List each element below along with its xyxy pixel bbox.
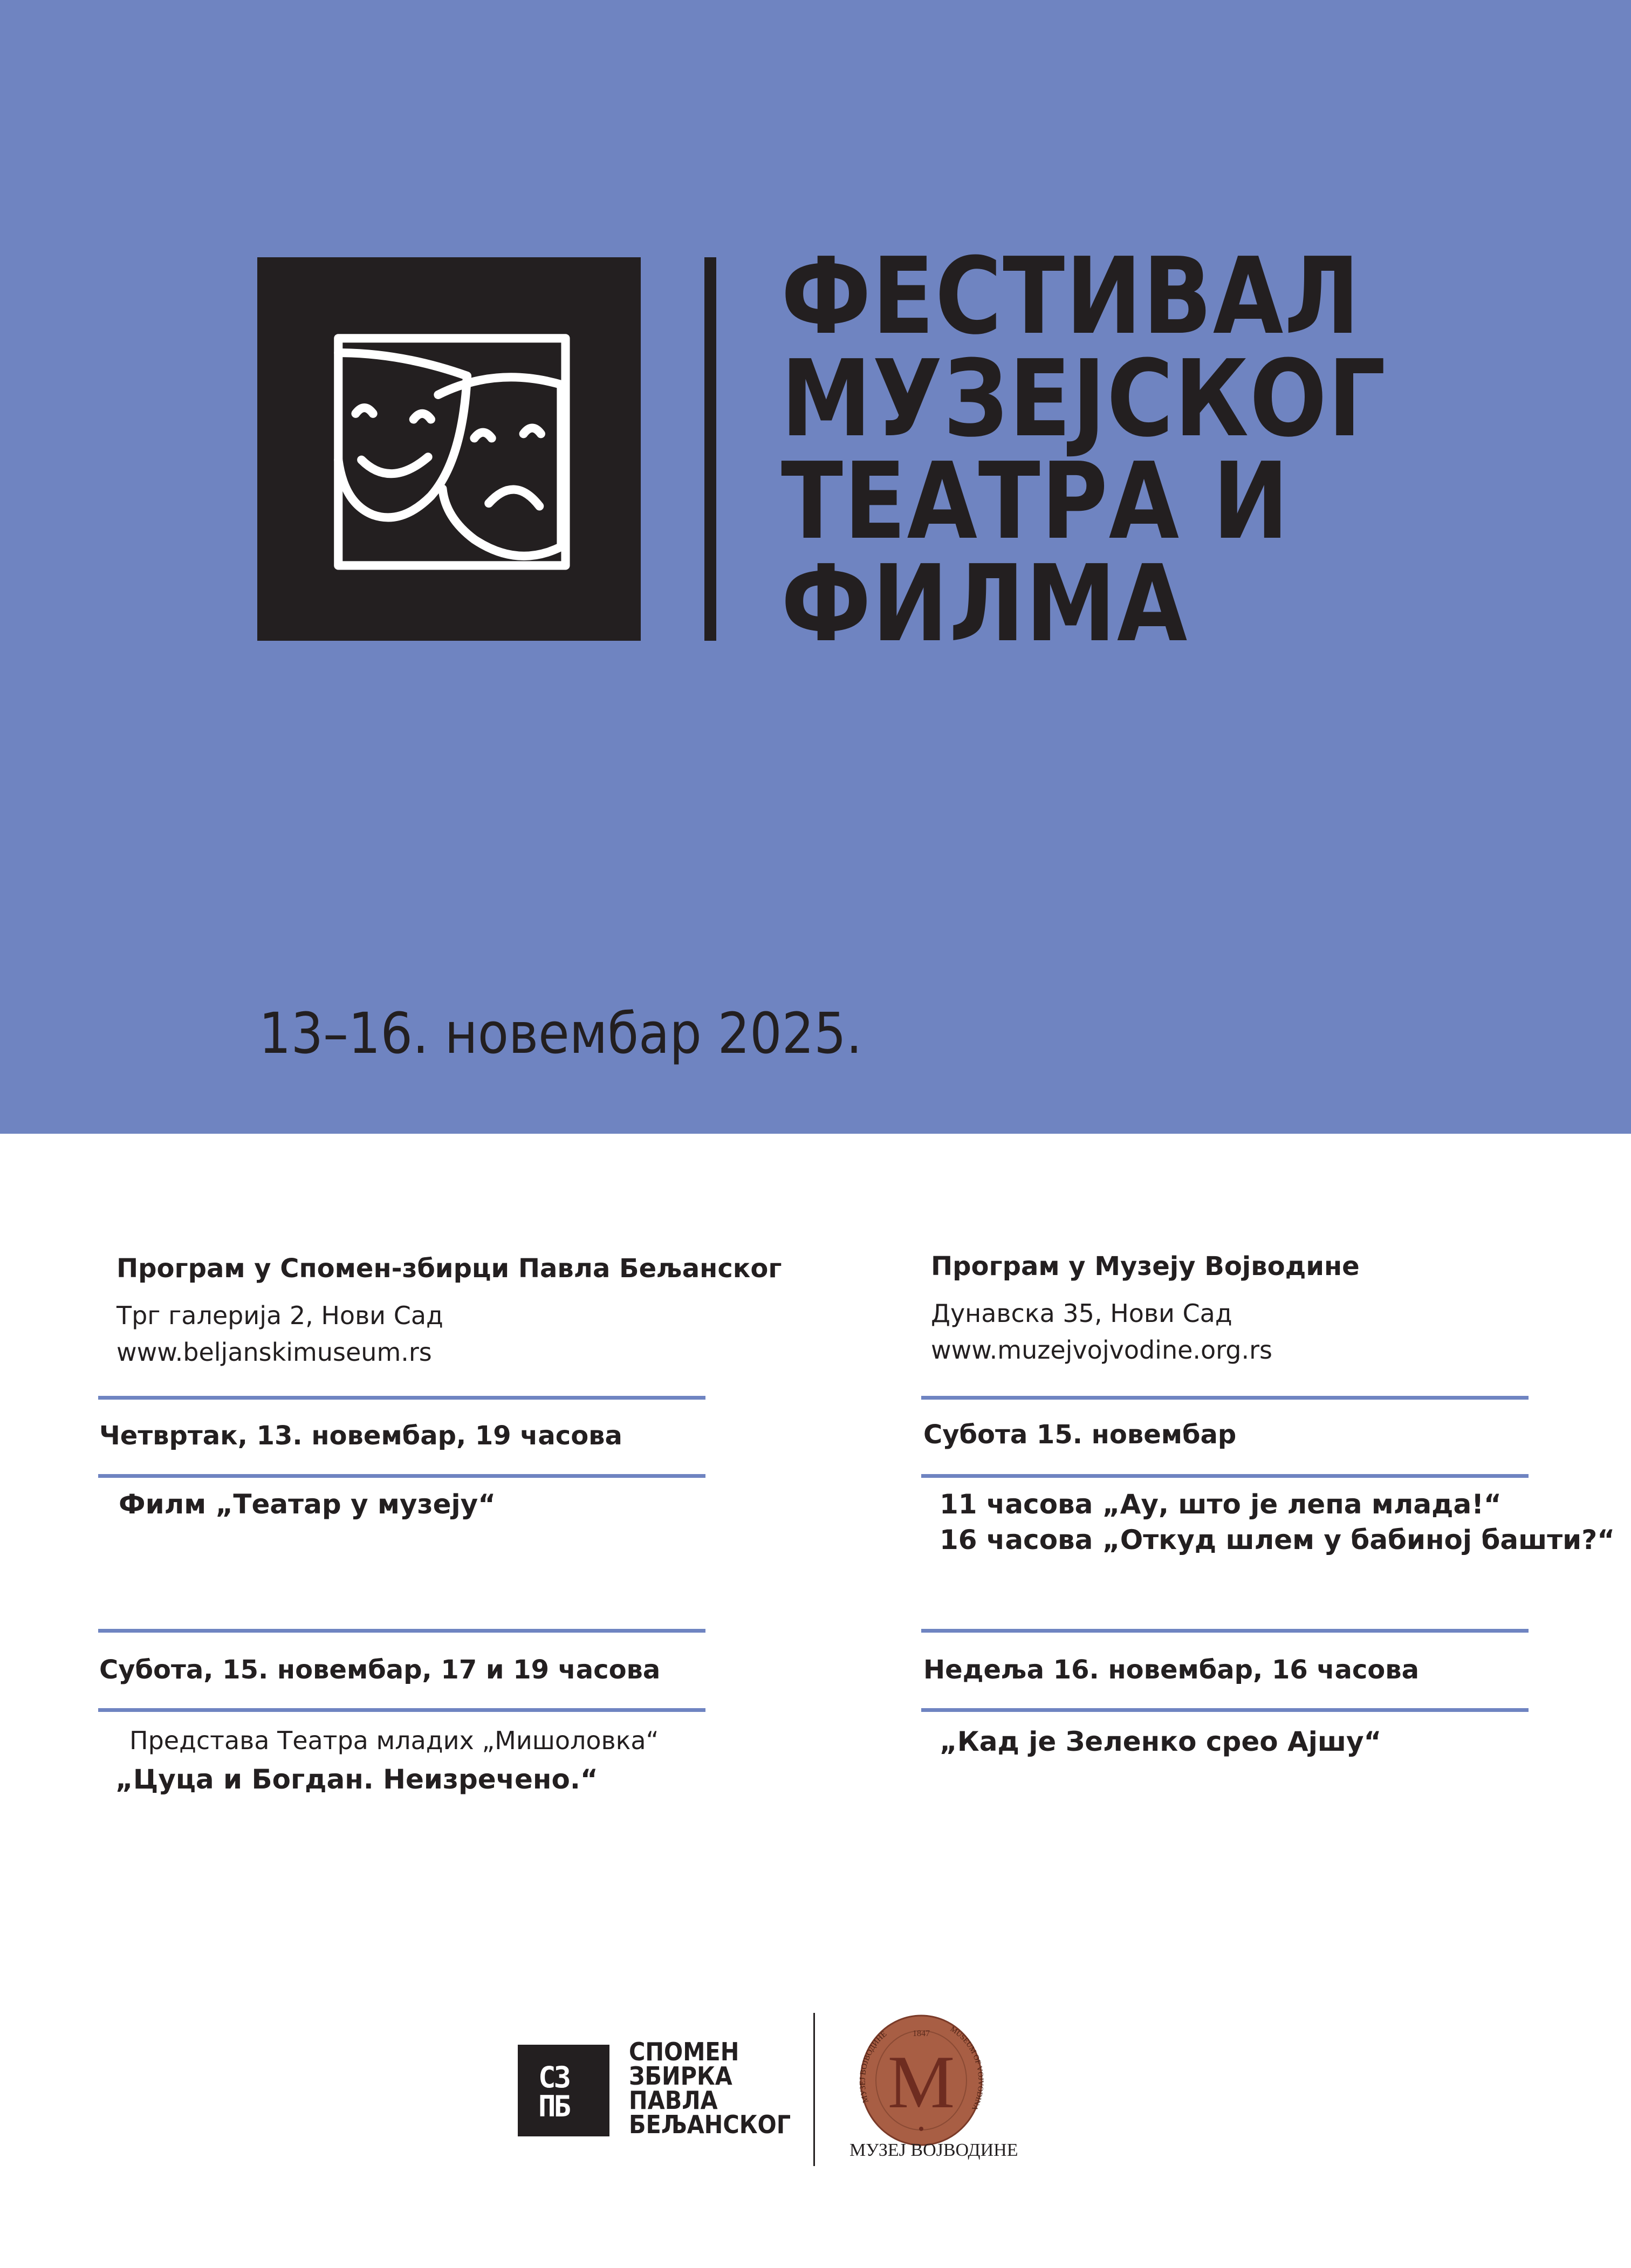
right-day1-event: 16 часова „Откуд шлем у бабиној башти?“: [940, 1524, 1615, 1556]
right-address: Дунавска 35, Нови Сад: [931, 1299, 1232, 1328]
left-day1: Четвртак, 13. новембар, 19 часова: [99, 1421, 622, 1451]
museum-medal-logo: [856, 2015, 986, 2149]
szpb-line: ПАВЛА: [629, 2086, 718, 2115]
left-heading: Програм у Спомен-збирци Павла Бељанског: [116, 1253, 782, 1284]
right-heading: Програм у Музеју Војводине: [931, 1251, 1360, 1282]
title-line: ТЕАТРА И: [781, 440, 1290, 563]
left-day2-event: „Цуца и Богдан. Неизречено.“: [115, 1764, 598, 1795]
title-line: ФЕСТИВАЛ: [781, 235, 1361, 358]
left-url[interactable]: www.beljanskimuseum.rs: [116, 1338, 432, 1367]
right-day2-event: „Кад је Зеленко срео Ајшу“: [940, 1726, 1382, 1757]
divider: [98, 1474, 705, 1478]
right-day2: Недеља 16. новембар, 16 часова: [923, 1655, 1420, 1685]
museum-name: МУЗЕЈ ВОЈВОДИНЕ: [849, 2140, 1018, 2160]
divider: [921, 1474, 1529, 1478]
left-day2-subtitle: Представа Театра младих „Мишоловка“: [129, 1726, 659, 1755]
szpb-line: ЗБИРКА: [629, 2061, 732, 2091]
divider: [921, 1396, 1529, 1400]
footer-divider: [813, 2013, 815, 2166]
left-day1-event: Филм „Театар у музеју“: [119, 1489, 496, 1520]
divider: [98, 1708, 705, 1712]
divider: [98, 1629, 705, 1633]
title-line: МУЗЕЈСКОГ: [781, 338, 1387, 461]
medal-year: 1847: [913, 2029, 930, 2038]
divider: [921, 1629, 1529, 1633]
medal-text-latin-path: MUSEUM OF VOJVODINA: [948, 2025, 985, 2112]
divider: [98, 1396, 705, 1400]
left-day2: Субота, 15. новембар, 17 и 19 часова: [99, 1655, 661, 1685]
medal-letter: M: [887, 2040, 955, 2124]
divider: [921, 1708, 1529, 1712]
szpb-line: БЕЉАНСКОГ: [629, 2110, 791, 2139]
title-line: ФИЛМА: [781, 543, 1189, 666]
szpb-mark-line: СЗ: [538, 2060, 570, 2094]
szpb-logo-text: [629, 2037, 791, 2139]
theatre-masks-icon: [257, 257, 641, 641]
festival-logo: [257, 257, 641, 641]
szpb-logo-mark: [518, 2045, 609, 2136]
medal-text-cyrillic-path: МУЗЕЈ ВОЈВОДИНЕ: [858, 2030, 889, 2104]
festival-dates: 13–16. новембар 2025.: [259, 1001, 862, 1066]
right-day1: Субота 15. новембар: [923, 1420, 1237, 1450]
szpb-line: СПОМЕН: [629, 2037, 739, 2066]
title-divider: [704, 257, 716, 641]
festival-title: [781, 235, 1387, 666]
szpb-mark-line: ПБ: [538, 2089, 570, 2123]
right-day1-event: 11 часова „Ау, што је лепа млада!“: [940, 1489, 1502, 1520]
right-url[interactable]: www.muzejvojvodine.org.rs: [931, 1335, 1272, 1365]
left-address: Трг галерија 2, Нови Сад: [116, 1301, 443, 1330]
